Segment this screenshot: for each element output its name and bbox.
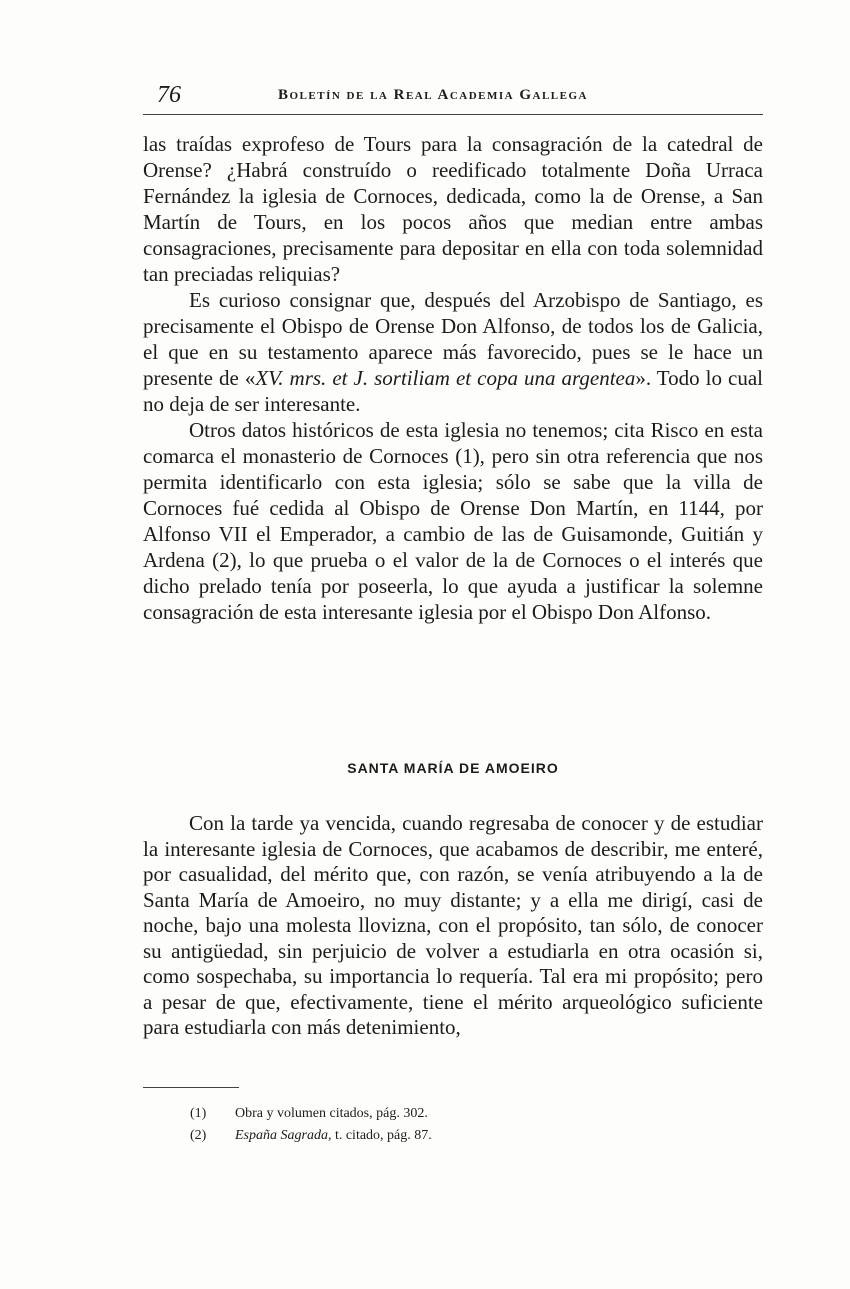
- body-text: [143, 131, 763, 625]
- paragraph: Otros datos históricos de esta iglesia no tenemos; cita Risco en esta comarca el monasterio de Cornoces (1), pero sin otra referencia que nos permita identificarlo con esta iglesia; sólo se sabe que la villa de Cornoces fué cedida al Obispo de Orense Don Martín, en 1144, por Alfonso VII el Emperador, a cambio de las de Guisamonde, Guitián y Ardena (2), lo que prueba o el valor de la de Cornoces o el interés que dicho prelado tenía por poseerla, lo que ayuda a justificar la solemne consagración de esta interesante iglesia por el Obispo Don Alfonso.: [143, 418, 763, 624]
- footnote: [190, 1125, 750, 1147]
- footnote-number: (2): [190, 1128, 207, 1143]
- page-number: 76: [157, 82, 181, 108]
- paragraph: Con la tarde ya vencida, cuando regresaba de conocer y de estudiar la interesante iglesia de Cornoces, que acabamos de describir, me enteré, por casualidad, del mérito que, con razón, se venía atribuyendo a la de Santa María de Amoeiro, no muy distante; y a ella me dirigí, casi de noche, bajo una molesta llovizna, con el propósito, tan sólo, de conocer su antigüedad, sin perjuicio de volver a estudiarla en otra ocasión si, como sospechaba, su importancia lo requería. Tal era mi propósito; pero a pesar de que, efectivamente, tiene el mérito arqueológico suficiente para estudiarla con más detenimiento,: [143, 811, 763, 1039]
- running-title: Boletín de la Real Academia Gallega: [278, 87, 588, 103]
- section-text: [143, 811, 763, 1041]
- footnote: [190, 1103, 750, 1125]
- section-title: SANTA MARÍA DE AMOEIRO: [347, 760, 559, 776]
- footnote-text: Obra y volumen citados, pág. 302.: [235, 1106, 428, 1121]
- footnote-number: (1): [190, 1106, 207, 1121]
- page-header: [143, 80, 763, 115]
- latin-quote: XV. mrs. et J. sortiliam et copa una argentea: [255, 366, 636, 390]
- footnote-text: t. citado, pág. 87.: [331, 1128, 432, 1143]
- paragraph: las traídas exprofeso de Tours para la consagración de la catedral de Orense? ¿Habrá construído o reedificado totalmente Doña Urraca Fernández la iglesia de Cornoces, dedicada, como la de Orense, a San Martín de Tours, en los pocos años que median entre ambas consagraciones, precisamente para depositar en ella con toda solemnidad tan preciadas reliquias?: [143, 132, 763, 286]
- paragraph-text: ». Todo lo cual no deja de ser interesante.: [143, 366, 763, 416]
- footnotes: [190, 1103, 750, 1147]
- paragraph-text: Es curioso consignar que, después del Arzobispo de Santiago, es precisamente el Obispo de Orense Don Alfonso, de todos los de Galicia, el que en su testamento aparece más favorecido, pues se le hace un presente de «: [143, 288, 763, 390]
- paragraph: [143, 287, 763, 417]
- footnote-work-title: España Sagrada,: [235, 1128, 332, 1143]
- footnote-rule: [143, 1087, 239, 1088]
